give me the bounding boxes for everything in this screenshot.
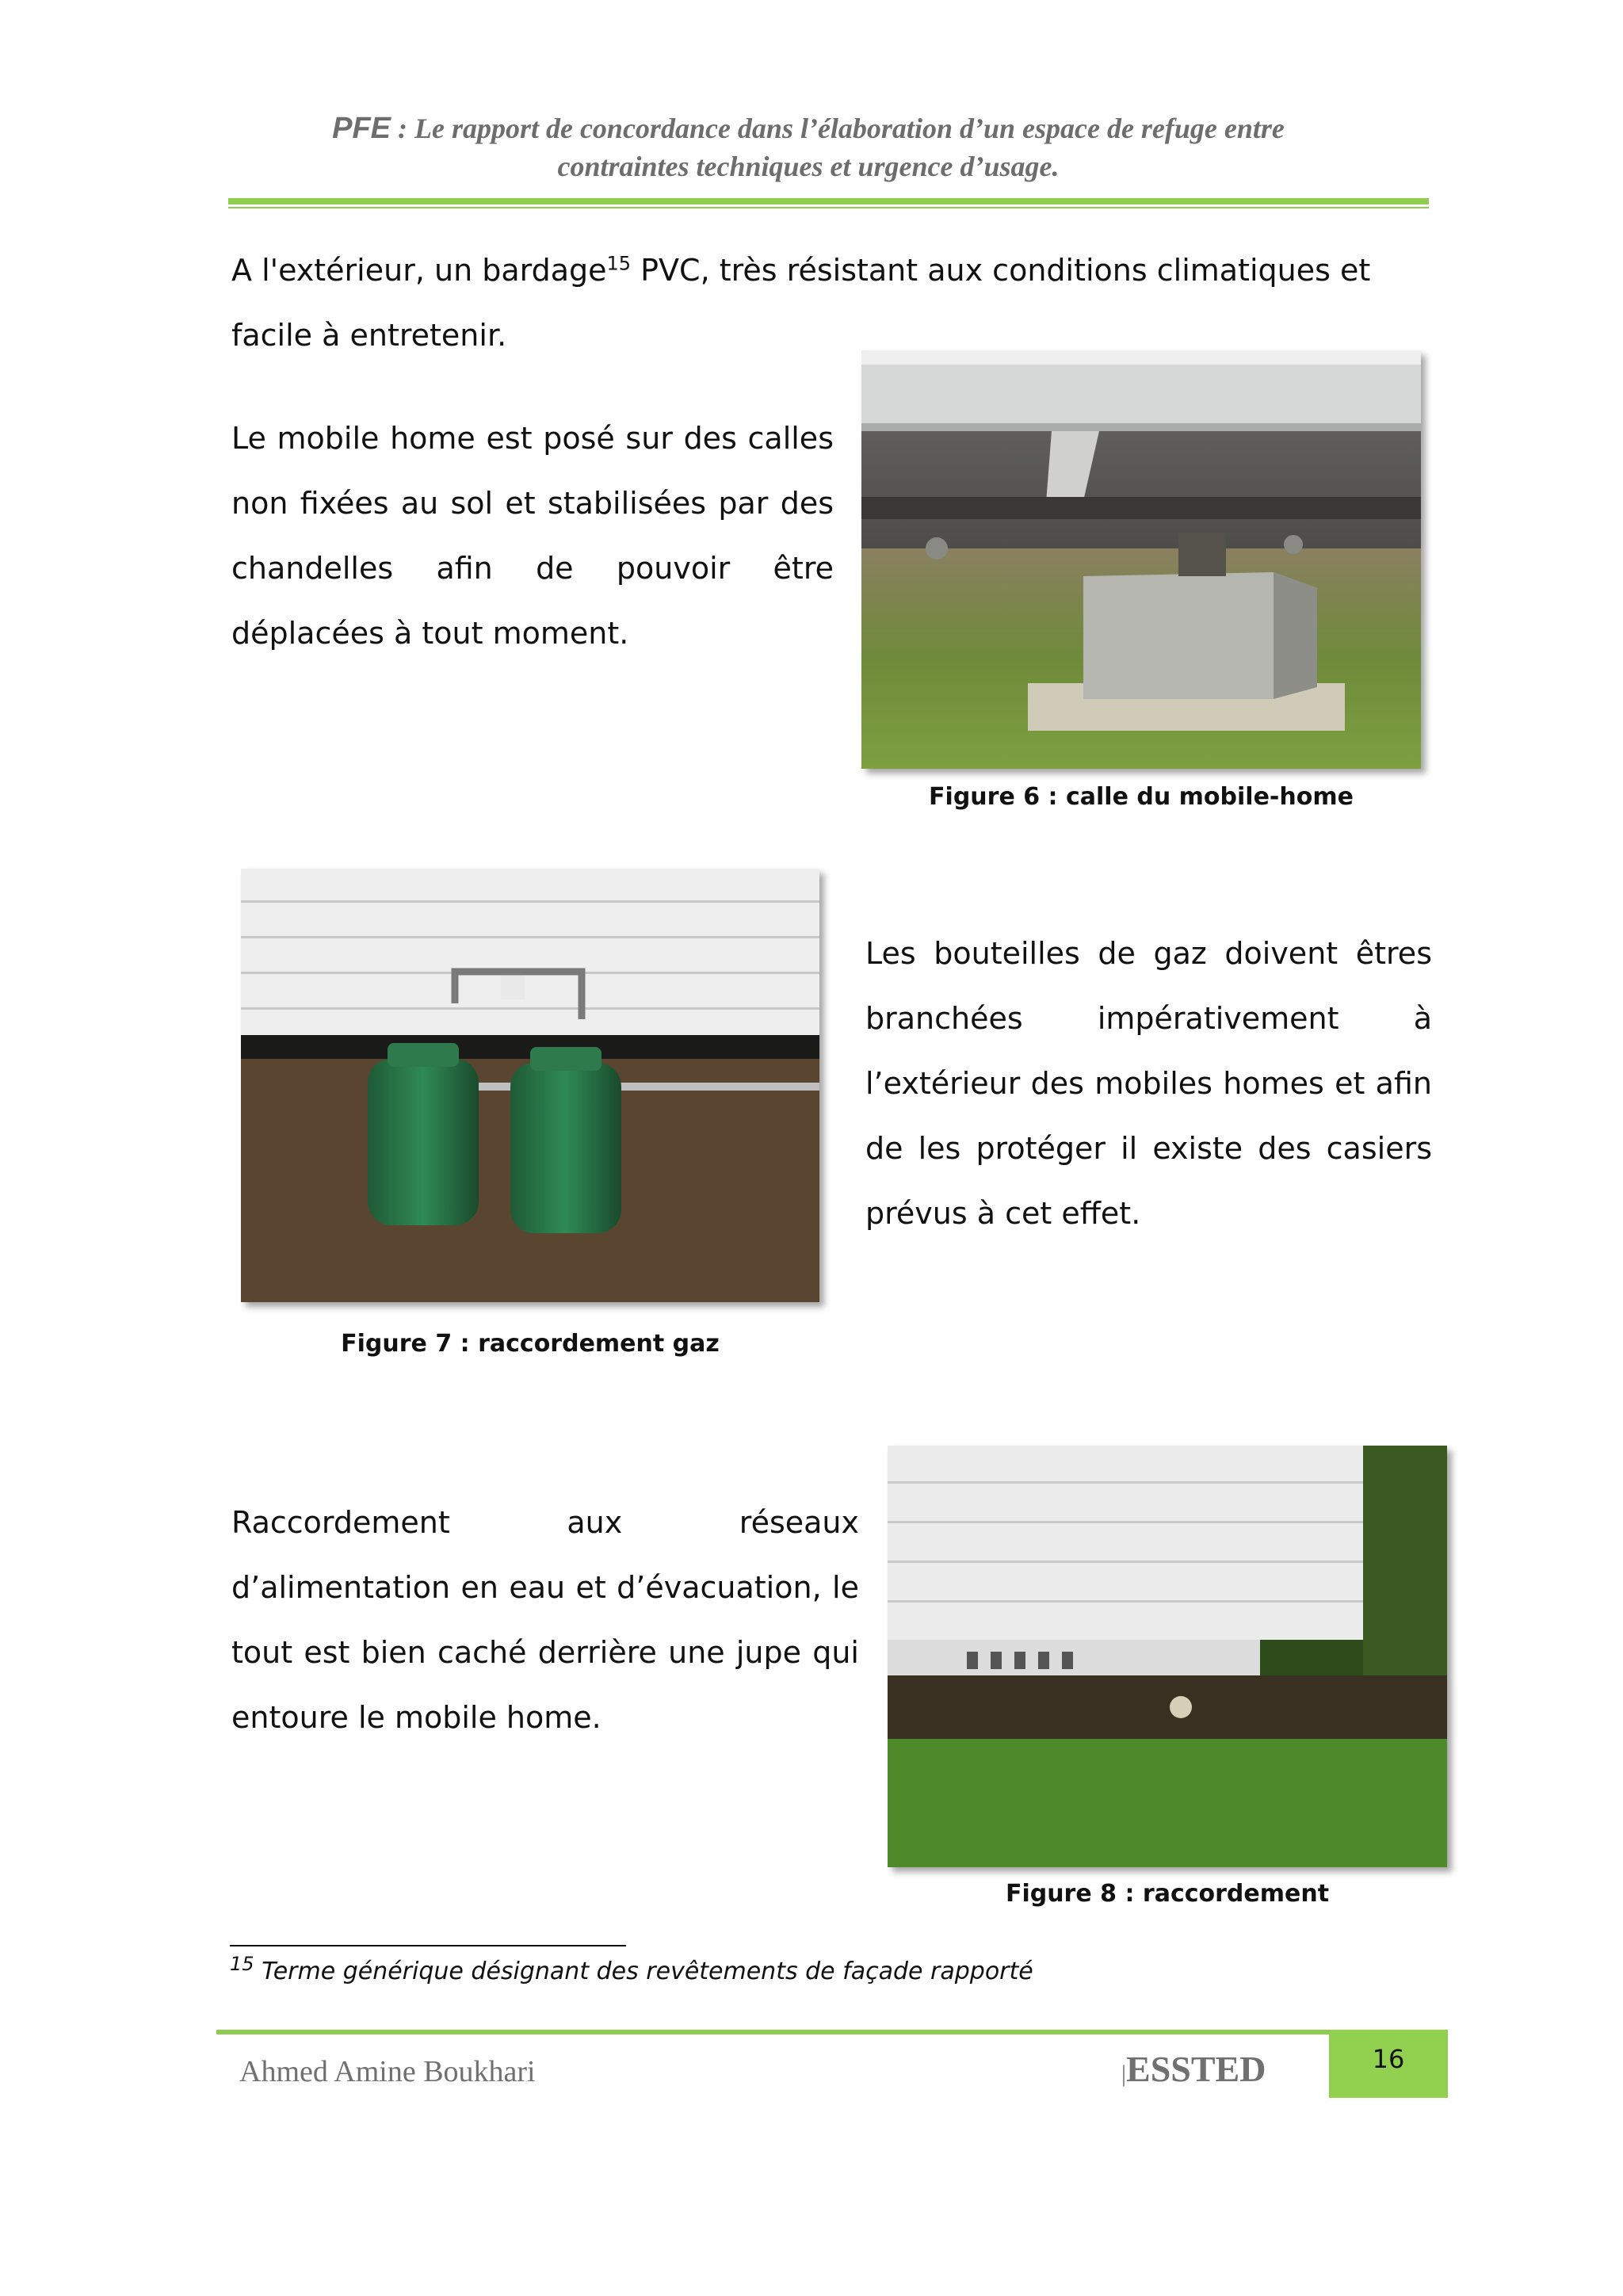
footnote-ref: 15 xyxy=(606,252,632,275)
paragraph-bouteilles-gaz: Les bouteilles de gaz doivent êtres branchées impérativement à l’extérieur des mobiles homes et afin de les protéger il existe des casiers prévus à cet effet. xyxy=(865,936,1432,1231)
footer-school: |ESSTED xyxy=(1121,2049,1266,2089)
page-number: 16 xyxy=(1372,2044,1405,2074)
paragraph-raccordement: Raccordement aux réseaux d’alimentation en eau et d’évacuation, le tout est bien caché derrière une jupe qui entoure le mobile home. xyxy=(231,1505,859,1735)
footnote-text: Terme générique désignant des revêtements de façade rapporté xyxy=(254,1958,1033,1985)
footer-rule xyxy=(216,2030,1437,2034)
header-prefix: PFE xyxy=(332,112,391,145)
figure-7-caption: Figure 7 : raccordement gaz xyxy=(341,1330,720,1358)
mobile-home-wedge-image xyxy=(861,350,1421,769)
figure-7-photo xyxy=(241,869,819,1302)
footer-author: Ahmed Amine Boukhari xyxy=(239,2055,536,2088)
paragraph-bardage: A l'extérieur, un bardage$^{15}$ PVC, très résistant aux conditions climatiques et facile à entretenir. xyxy=(231,252,1371,353)
running-header xyxy=(230,109,1387,185)
header-rule xyxy=(228,198,1429,204)
figure-6-caption: Figure 6 : calle du mobile-home xyxy=(929,783,1354,811)
header-rule-thin xyxy=(228,207,1429,208)
figure-8-photo xyxy=(888,1446,1447,1867)
mobile-home-skirt-image xyxy=(888,1446,1447,1867)
figure-6-photo xyxy=(861,350,1421,769)
footnote-rule xyxy=(230,1945,626,1946)
paragraph-calles: Le mobile home est posé sur des calles non fixées au sol et stabilisées par des chandelles afin de pouvoir être déplacées à tout moment. xyxy=(231,421,834,651)
header-line-2: contraintes techniques et urgence d’usage. xyxy=(557,151,1060,182)
figure-8-caption: Figure 8 : raccordement xyxy=(1005,1880,1330,1908)
footnote xyxy=(230,1953,1033,1985)
header-line-1: PFE : Le rapport de concordance dans l’élaboration d’un espace de refuge entre xyxy=(332,112,1285,145)
gas-bottles-image xyxy=(241,869,819,1302)
footnote-number: 15 xyxy=(230,1953,254,1975)
